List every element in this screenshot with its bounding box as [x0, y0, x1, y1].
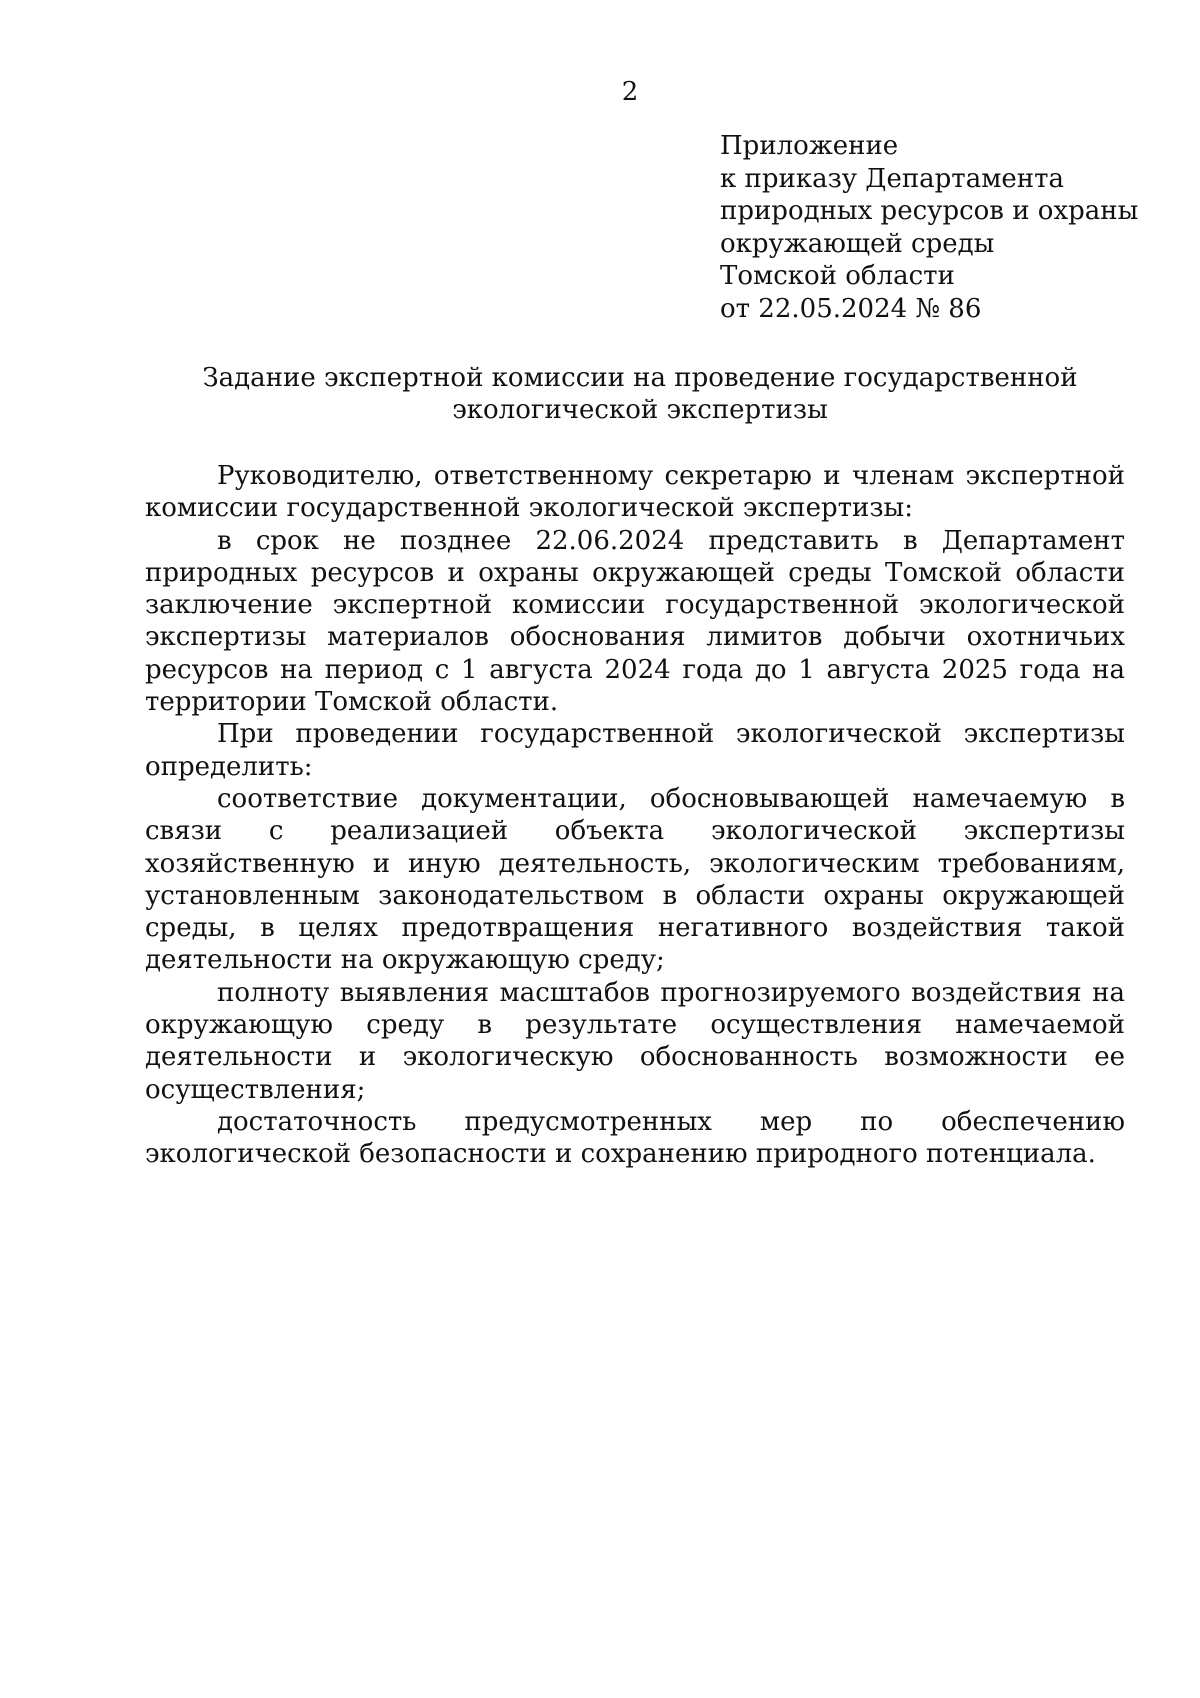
body-paragraph-compliance: соответствие документации, обосновывающей намечаемую в связи с реализацией объекта экологической экспертизы хозяйственную и иную деятельность, экологическим требованиям, установленным законодательством в области охраны окружающей среды, в целях предотвращения негативного воздействия такой деятельности на окружающую среду; — [145, 783, 1125, 976]
appendix-line: Томской области — [720, 261, 955, 292]
page-number: 2 — [621, 77, 639, 107]
appendix-block — [720, 130, 1180, 326]
body-paragraph-determine: При проведении государственной экологической экспертизы определить: — [145, 719, 1125, 782]
appendix-line: окружающей среды — [720, 228, 995, 259]
appendix-order-date: от 22.05.2024 № 86 — [720, 293, 982, 324]
document-body — [145, 460, 1125, 1171]
body-paragraph-deadline: в срок не позднее 22.06.2024 представить в Департамент природных ресурсов и охраны окружающей среды Томской области заключение экспертной комиссии государственной экологической экспертизы материалов обоснования лимитов добычи охотничьих ресурсов на период с 1 августа 2024 года до 1 августа 2025 года на территории Томской области. — [145, 525, 1125, 718]
appendix-line: Приложение — [720, 131, 899, 161]
appendix-line: к приказу Департамента — [720, 163, 1065, 194]
body-paragraph-addressee: Руководителю, ответственному секретарю и членам экспертной комиссии государственной экологической экспертизы: — [145, 461, 1125, 524]
title-line: Задание экспертной комиссии на проведение государственной — [202, 363, 1078, 393]
appendix-line: природных ресурсов и охраны — [720, 196, 1139, 227]
body-paragraph-completeness: полноту выявления масштабов прогнозируемого воздействия на окружающую среду в результате осуществления намечаемой деятельности и экологическую обоснованность возможности ее осуществления; — [145, 977, 1125, 1105]
body-paragraph-sufficiency: достаточность предусмотренных мер по обеспечению экологической безопасности и сохранению природного потенциала. — [145, 1106, 1125, 1170]
title-line: экологической экспертизы — [452, 395, 828, 426]
document-title — [140, 362, 1140, 427]
